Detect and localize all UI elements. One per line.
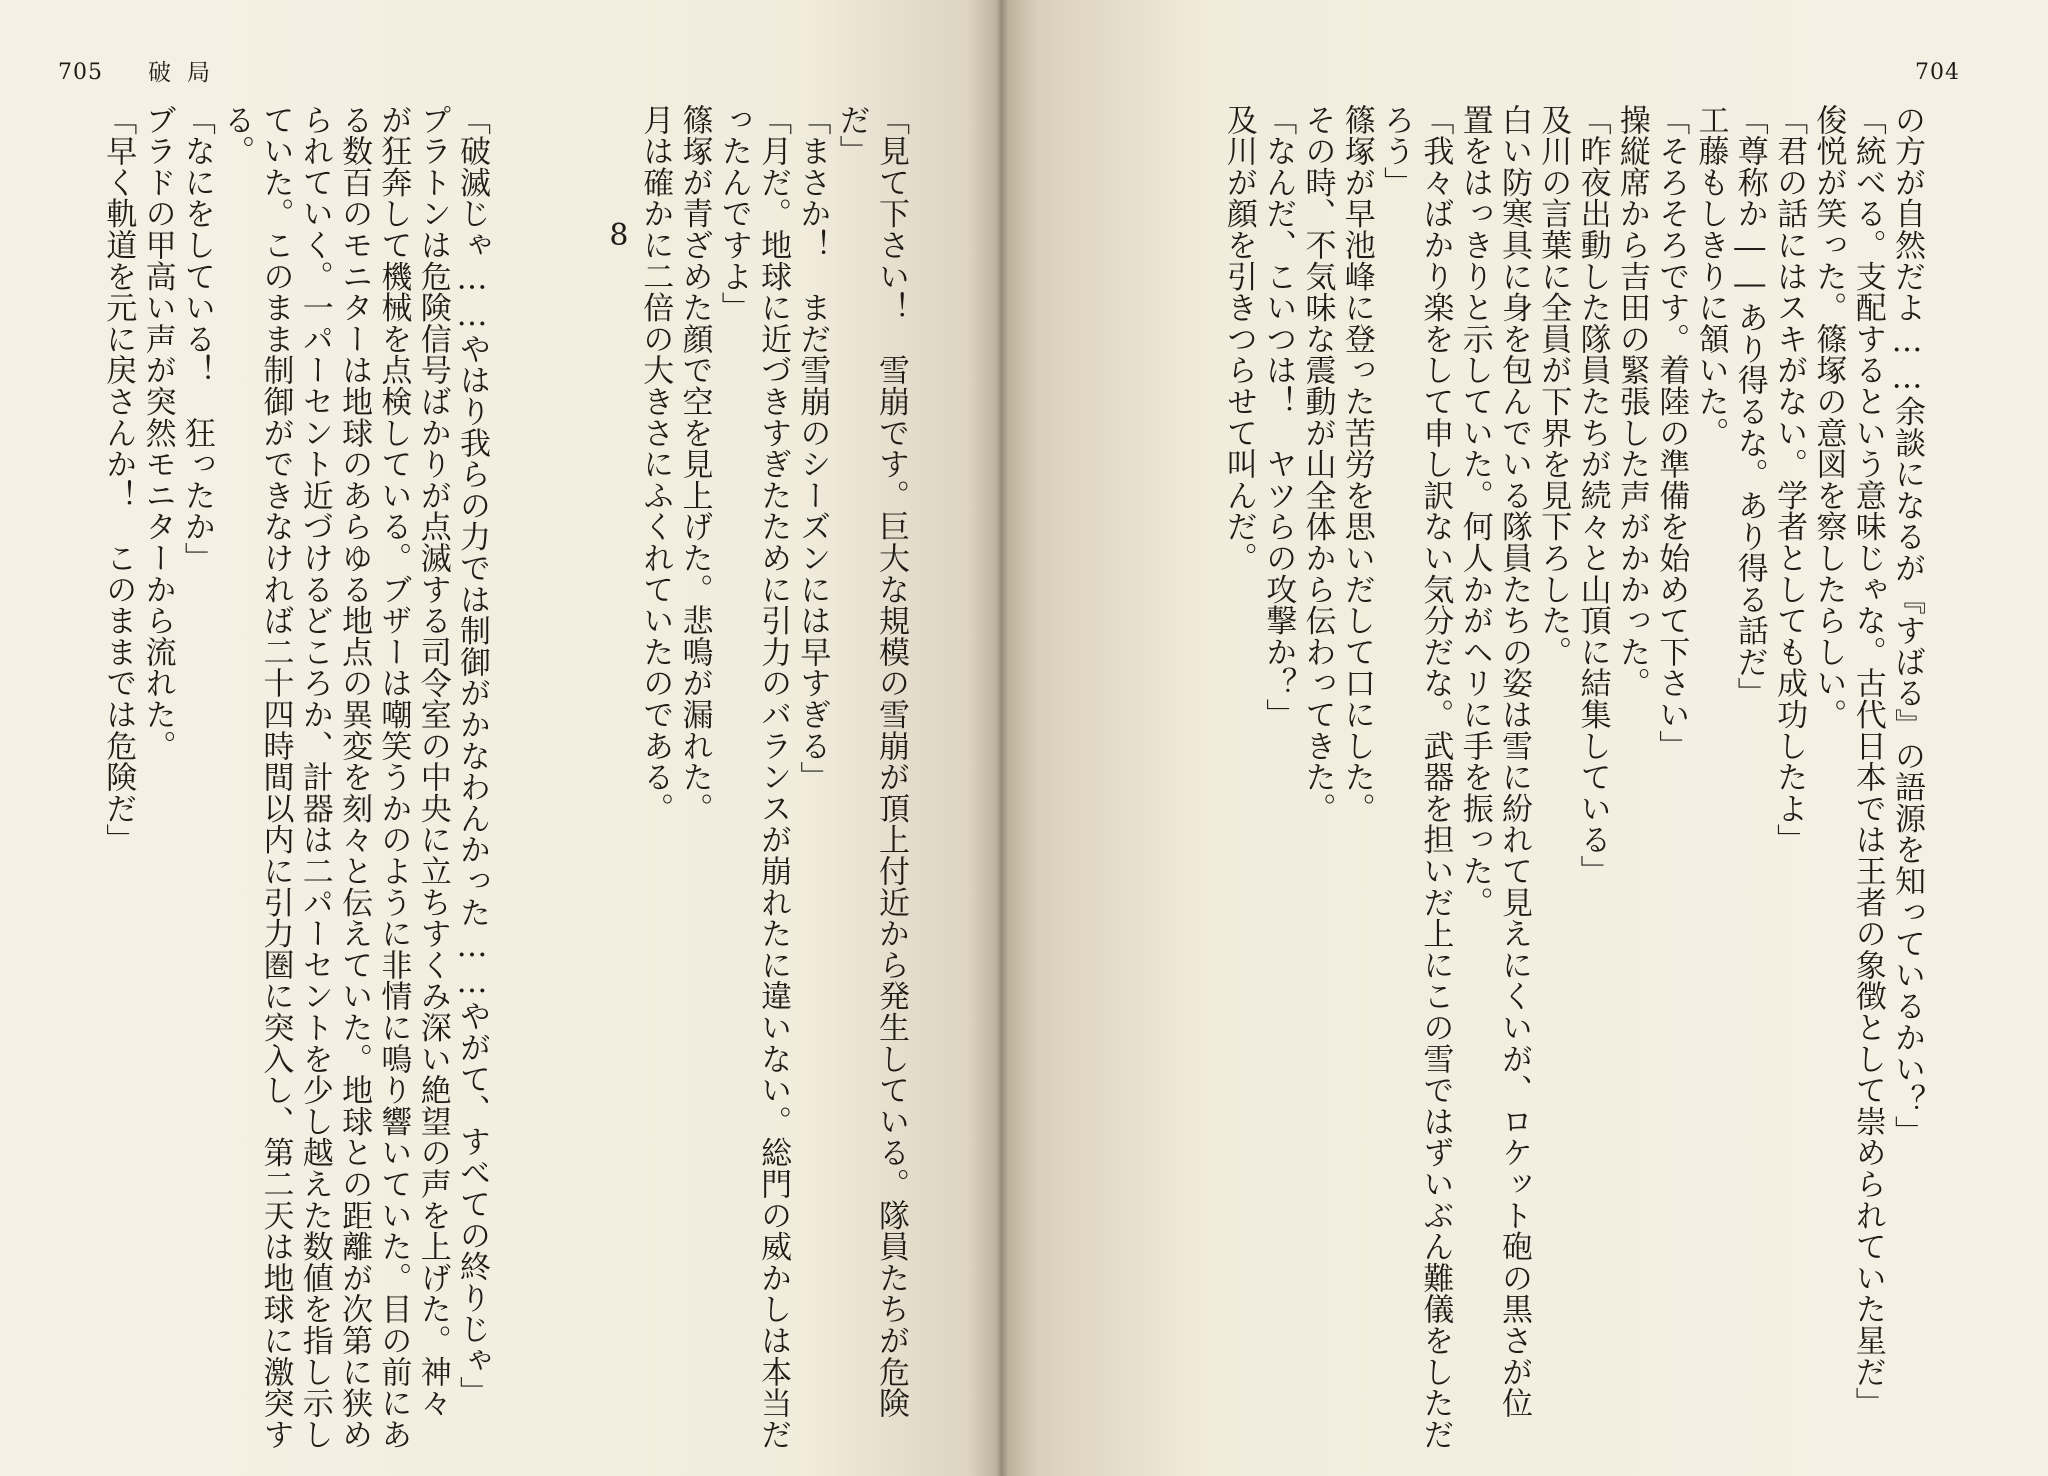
text-column: 「月だ。地球に近づきすぎたために引力のバランスが崩れたに違いない。総門の威かしは本当だ	[755, 104, 792, 1450]
text-column: 工藤もしきりに頷いた。	[1692, 104, 1729, 449]
text-column: 俊悦が笑った。篠塚の意図を察したらしい。	[1810, 104, 1847, 730]
book-gutter	[968, 0, 1038, 1476]
text-column: ったんですよ」	[715, 104, 752, 324]
left-page-number: 705	[58, 60, 103, 85]
text-column: 「昨夜出動した隊員たちが続々と山頂に結集している」	[1574, 104, 1611, 887]
running-title: 破局	[148, 60, 226, 86]
right-page-number: 704	[1915, 60, 1960, 85]
text-column: 及川が顔を引きつらせて叫んだ。	[1220, 104, 1257, 574]
text-column: る。	[218, 104, 255, 167]
text-column: プラトンは危険信号ばかりが点滅する司令室の中央に立ちすくみ深い絶望の声を上げた。神々	[414, 104, 451, 1419]
text-column: が狂奔して機械を点検している。ブザーは嘲笑うかのように非情に鳴り響いていた。目の前にあ	[375, 104, 412, 1450]
text-column: ていた。このまま制御ができなければ二十四時間以内に引力圏に突入し、第二天は地球に激突す	[257, 104, 294, 1450]
text-column: る数百のモニターは地球のあらゆる地点の異変を刻々と伝えていた。地球との距離が次第に狭め	[336, 104, 373, 1450]
text-column: 「統べる。支配するという意味じゃな。古代日本では王者の象徴として崇められていた星だ」	[1849, 104, 1886, 1419]
text-column: 「我々ばかり楽をして申し訳ない気分だな。武器を担いだ上にこの雪ではずいぶん難儀をしただ	[1417, 104, 1454, 1450]
text-column: 操縦席から吉田の緊張した声がかかった。	[1613, 104, 1650, 699]
text-column: 「まさか！ まだ雪崩のシーズンには早すぎる」	[794, 104, 831, 793]
text-column: られていく。一パーセント近づけるどころか、計器は二パーセントを少し越えた数値を指し示し	[296, 104, 333, 1450]
text-column: の方が自然だよ……余談になるが『すばる』の語源を知っているかい？」	[1889, 104, 1925, 1147]
text-column: 及川の言葉に全員が下界を見下ろした。	[1535, 104, 1572, 668]
text-column: 「破滅じゃ……やはり我らの力では制御がかなわんかった……やがて、すべての終りじゃ」	[454, 104, 490, 1408]
text-column: 月は確かに二倍の大きさにふくれていたのである。	[637, 104, 674, 824]
text-column: 「なにをしている！ 狂ったか」	[178, 104, 215, 574]
text-column: 「尊称か――あり得るな。あり得る話だ」	[1731, 104, 1768, 709]
text-column: だ」	[833, 104, 870, 167]
text-column: 白い防寒具に身を包んでいる隊員たちの姿は雪に紛れて見えにくいが、ロケット砲の黒さが位	[1496, 104, 1532, 1419]
text-column: 「なんだ、こいつは！ ヤツらの攻撃か？」	[1260, 104, 1297, 730]
text-column: 「見て下さい！ 雪崩です。巨大な規模の雪崩が頂上付近から発生している。隊員たちが危険	[873, 104, 909, 1419]
text-column: ろう」	[1378, 104, 1415, 198]
text-column: ブラドの甲高い声が突然モニターから流れた。	[139, 104, 176, 762]
text-column: 置をはっきりと示していた。何人かがヘリに手を振った。	[1456, 104, 1493, 918]
text-column: 「早く軌道を元に戻さんか！ このままでは危険だ」	[100, 104, 137, 856]
text-column: 篠塚が青ざめた顔で空を見上げた。悲鳴が漏れた。	[676, 104, 713, 824]
text-column: 「そろそろです。着陸の準備を始めて下さい」	[1653, 104, 1690, 762]
text-column: 篠塚が早池峰に登った苦労を思いだして口にした。	[1338, 104, 1375, 824]
text-column: その時、不気味な震動が山全体から伝わってきた。	[1299, 104, 1336, 824]
section-number: 8	[609, 218, 629, 253]
text-column: 「君の話にはスキがない。学者としても成功したよ」	[1771, 104, 1808, 856]
